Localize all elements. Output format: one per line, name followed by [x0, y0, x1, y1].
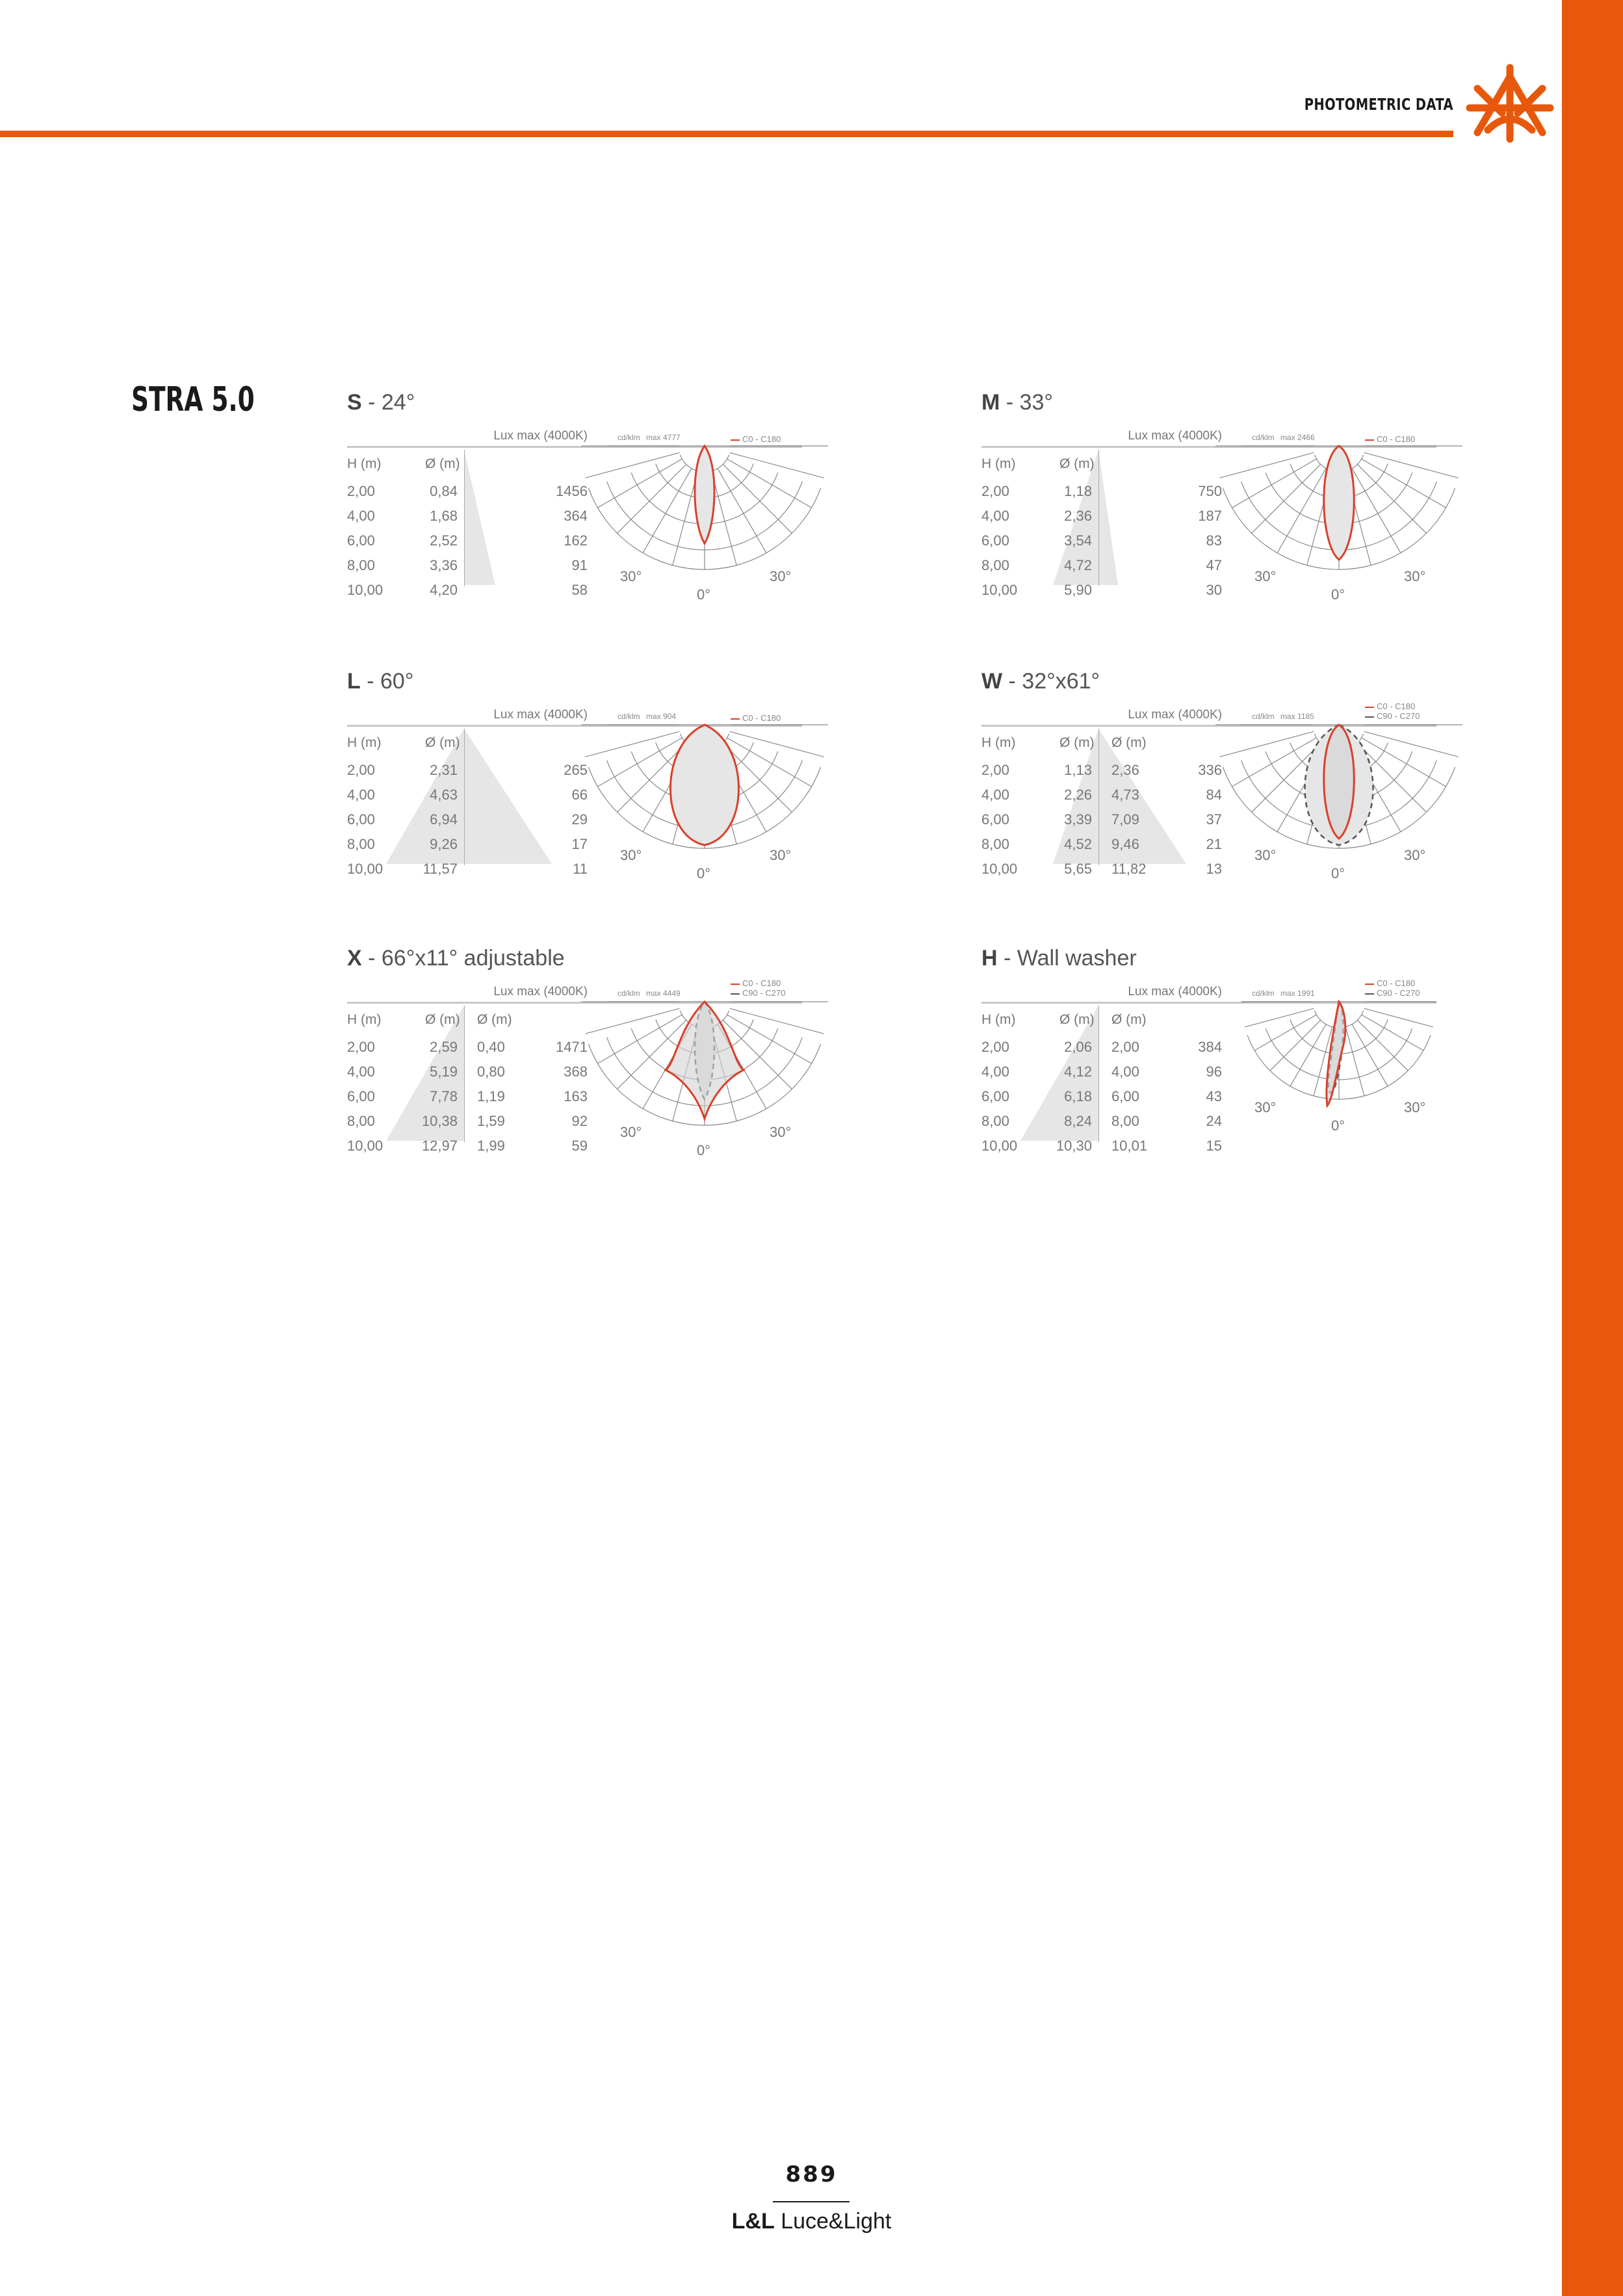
- height-value: 4,00: [981, 508, 1009, 524]
- legend-c0: C0 - C180: [1365, 978, 1420, 988]
- diameter-value: 9,26: [430, 836, 458, 852]
- lux-value: 163: [564, 1088, 588, 1104]
- diameter-value: 3,54: [1064, 532, 1092, 549]
- angle-label-left: 30°: [620, 847, 642, 863]
- diameter-2-value: 4,00: [1111, 1063, 1139, 1080]
- table-row: [347, 532, 594, 557]
- table-row: [981, 811, 1228, 836]
- unit-label: cd/klm: [1252, 989, 1275, 998]
- diameter-value: 1,18: [1064, 483, 1092, 499]
- lux-value: 47: [1206, 557, 1222, 573]
- diameter-value: 4,63: [430, 787, 458, 803]
- diameter-value: 2,06: [1064, 1039, 1092, 1055]
- header-rule: [0, 131, 1453, 137]
- height-value: 2,00: [347, 762, 375, 778]
- lux-value: 96: [1206, 1063, 1222, 1080]
- lux-value: 66: [571, 787, 588, 803]
- col-header-diameter: Ø (m): [425, 735, 460, 750]
- lux-value: 1471: [556, 1039, 588, 1055]
- lux-value: 24: [1206, 1113, 1222, 1129]
- diameter-2-value: 1,19: [477, 1088, 505, 1104]
- diameter-value: 4,52: [1064, 836, 1092, 852]
- lux-value: 336: [1198, 762, 1222, 778]
- diameter-2-value: 4,73: [1111, 787, 1139, 803]
- height-value: 10,00: [347, 1138, 383, 1154]
- diameter-value: 1,13: [1064, 762, 1092, 778]
- table-row: [347, 557, 594, 582]
- polar-diagram: [1241, 987, 1436, 1169]
- lux-value: 368: [564, 1063, 588, 1080]
- table-row: [981, 1138, 1228, 1162]
- table-row: [347, 762, 594, 787]
- lux-value: 59: [571, 1138, 588, 1154]
- angle-label-left: 30°: [1254, 847, 1277, 863]
- height-value: 4,00: [347, 787, 375, 803]
- curve-c0-c180: [666, 1002, 744, 1119]
- legend-c90: C90 - C270: [731, 988, 785, 998]
- diameter-value: 10,30: [1056, 1138, 1092, 1154]
- diameter-2-value: 0,40: [477, 1039, 505, 1055]
- diameter-value: 8,24: [1064, 1113, 1092, 1129]
- diameter-value: 2,59: [430, 1039, 458, 1055]
- legend-c0: C0 - C180: [1365, 434, 1415, 444]
- table-row: [981, 861, 1228, 885]
- col-header-diameter: Ø (m): [1059, 735, 1095, 750]
- table-row: [981, 582, 1228, 607]
- beam-title: L - 60°: [347, 669, 414, 694]
- curve-c0-c180: [1324, 725, 1355, 839]
- max-intensity: max 1991: [1280, 989, 1315, 998]
- lux-header: Lux max (4000K): [1128, 429, 1222, 443]
- diameter-value: 5,65: [1064, 861, 1092, 877]
- angle-label-right: 30°: [1404, 568, 1426, 584]
- legend-c90: C90 - C270: [1365, 988, 1420, 998]
- table-row: [347, 836, 594, 861]
- angle-label-right: 30°: [1404, 847, 1426, 863]
- angle-label-right: 30°: [770, 1124, 792, 1140]
- col-header-height: H (m): [981, 735, 1016, 750]
- angle-label-zero: 0°: [1331, 865, 1345, 881]
- max-intensity: max 904: [646, 712, 677, 721]
- table-row: [347, 1138, 594, 1162]
- table-row: [347, 811, 594, 836]
- height-value: 6,00: [347, 1088, 375, 1104]
- table-row: [347, 1088, 594, 1113]
- height-value: 8,00: [981, 557, 1009, 573]
- table-row: [981, 787, 1228, 811]
- unit-label: cd/klm: [1252, 712, 1275, 721]
- height-value: 10,00: [981, 1138, 1018, 1154]
- height-value: 4,00: [347, 1063, 375, 1080]
- lux-value: 384: [1198, 1039, 1222, 1055]
- height-value: 8,00: [347, 557, 375, 573]
- footer-rule: [773, 2201, 850, 2202]
- diameter-value: 5,90: [1064, 582, 1092, 598]
- product-name: STRA 5.0: [131, 380, 255, 419]
- diameter-value: 12,97: [421, 1138, 458, 1154]
- height-value: 6,00: [347, 532, 375, 549]
- diameter-value: 0,84: [430, 483, 458, 499]
- legend-c0: C0 - C180: [731, 434, 781, 444]
- height-value: 6,00: [981, 811, 1009, 828]
- table-row: [981, 557, 1228, 582]
- diameter-value: 4,20: [430, 582, 458, 598]
- beam-block-m: [981, 390, 1436, 624]
- curve-c0-c180: [671, 725, 739, 845]
- lux-value: 83: [1206, 532, 1222, 549]
- col-header-height: H (m): [981, 1012, 1016, 1027]
- height-value: 2,00: [981, 483, 1009, 499]
- diameter-value: 2,26: [1064, 787, 1092, 803]
- table-row: [981, 836, 1228, 861]
- beam-block-x: [347, 946, 802, 1180]
- lux-header: Lux max (4000K): [1128, 708, 1222, 722]
- angle-label-zero: 0°: [697, 586, 711, 603]
- lux-value: 750: [1198, 483, 1222, 499]
- diameter-value: 6,94: [430, 811, 458, 828]
- col-header-diameter: Ø (m): [425, 456, 460, 471]
- lux-header: Lux max (4000K): [493, 985, 588, 998]
- height-value: 8,00: [347, 836, 375, 852]
- table-row: [347, 508, 594, 532]
- diameter-value: 2,52: [430, 532, 458, 549]
- diameter-2-value: 1,99: [477, 1138, 505, 1154]
- height-value: 6,00: [347, 811, 375, 828]
- brand-logo-icon: [1464, 62, 1555, 143]
- height-value: 4,00: [347, 508, 375, 524]
- lux-value: 58: [571, 582, 588, 598]
- height-value: 2,00: [347, 483, 375, 499]
- height-value: 6,00: [981, 1088, 1009, 1104]
- table-row: [347, 787, 594, 811]
- angle-label-left: 30°: [620, 568, 642, 584]
- table-row: [347, 1063, 594, 1088]
- brand-name: L&L Luce&Light: [731, 2209, 892, 2234]
- section-title: PHOTOMETRIC DATA: [1304, 95, 1453, 114]
- diameter-value: 3,39: [1064, 811, 1092, 828]
- lux-value: 13: [1206, 861, 1222, 877]
- height-value: 4,00: [981, 787, 1009, 803]
- beam-title: H - Wall washer: [981, 946, 1137, 971]
- max-intensity: max 4449: [646, 989, 681, 998]
- table-row: [347, 1039, 594, 1063]
- angle-label-left: 30°: [620, 1124, 642, 1140]
- lux-header: Lux max (4000K): [493, 429, 588, 443]
- table-row: [981, 483, 1228, 508]
- side-accent-bar: [1562, 0, 1623, 2296]
- diameter-value: 5,19: [430, 1063, 458, 1080]
- diameter-2-value: 7,09: [1111, 811, 1139, 828]
- beam-block-s: [347, 390, 802, 624]
- curve-c0-c180: [695, 446, 714, 543]
- height-value: 4,00: [981, 1063, 1009, 1080]
- beam-title: M - 33°: [981, 390, 1053, 415]
- table-row: [981, 1113, 1228, 1138]
- height-value: 10,00: [347, 861, 383, 877]
- beam-block-h: [981, 946, 1436, 1180]
- table-row: [981, 508, 1228, 532]
- beam-block-w: [981, 669, 1436, 903]
- lux-value: 30: [1206, 582, 1222, 598]
- col-header-diameter: Ø (m): [1059, 1012, 1095, 1027]
- diameter-2-value: 0,80: [477, 1063, 505, 1080]
- table-row: [981, 1088, 1228, 1113]
- legend-c90: C90 - C270: [1365, 711, 1420, 721]
- col-header-height: H (m): [347, 1012, 382, 1027]
- lux-value: 187: [1198, 508, 1222, 524]
- angle-label-left: 30°: [1254, 1099, 1277, 1115]
- height-value: 6,00: [981, 532, 1009, 549]
- height-value: 2,00: [347, 1039, 375, 1055]
- diameter-2-value: 2,00: [1111, 1039, 1139, 1055]
- unit-label: cd/klm: [617, 712, 640, 721]
- beam-block-l: [347, 669, 802, 903]
- table-row: [981, 1039, 1228, 1063]
- diameter-2-value: 8,00: [1111, 1113, 1139, 1129]
- lux-value: 91: [571, 557, 588, 573]
- legend-c0: C0 - C180: [731, 713, 781, 723]
- max-intensity: max 2466: [1280, 433, 1315, 442]
- lux-value: 43: [1206, 1088, 1222, 1104]
- height-value: 10,00: [347, 582, 383, 598]
- diameter-value: 2,31: [430, 762, 458, 778]
- unit-label: cd/klm: [1252, 433, 1275, 442]
- diameter-2-value: 1,59: [477, 1113, 505, 1129]
- max-intensity: max 1185: [1280, 712, 1314, 721]
- angle-label-zero: 0°: [697, 1142, 711, 1158]
- table-row: [347, 483, 594, 508]
- col-header-diameter-2: Ø (m): [1111, 1012, 1147, 1027]
- col-header-height: H (m): [981, 456, 1016, 471]
- col-header-height: H (m): [347, 735, 382, 750]
- lux-value: 162: [564, 532, 588, 549]
- angle-label-right: 30°: [770, 568, 792, 584]
- lux-value: 92: [571, 1113, 588, 1129]
- height-value: 2,00: [981, 762, 1009, 778]
- table-row: [981, 1063, 1228, 1088]
- diameter-value: 10,38: [421, 1113, 458, 1129]
- diameter-value: 6,18: [1064, 1088, 1092, 1104]
- diameter-value: 4,12: [1064, 1063, 1092, 1080]
- lux-value: 84: [1206, 787, 1222, 803]
- angle-label-left: 30°: [1254, 568, 1277, 584]
- angle-label-zero: 0°: [1331, 586, 1345, 603]
- height-value: 8,00: [981, 1113, 1009, 1129]
- lux-value: 21: [1206, 836, 1222, 852]
- table-row: [981, 532, 1228, 557]
- curve-c0-c180: [1324, 446, 1355, 560]
- max-intensity: max 4777: [646, 433, 681, 442]
- col-header-diameter: Ø (m): [1059, 456, 1095, 471]
- lux-value: 17: [571, 836, 588, 852]
- col-header-diameter-2: Ø (m): [477, 1012, 512, 1027]
- height-value: 10,00: [981, 582, 1018, 598]
- diameter-value: 2,36: [1064, 508, 1092, 524]
- height-value: 2,00: [981, 1039, 1009, 1055]
- lux-value: 29: [571, 811, 588, 828]
- table-row: [347, 1113, 594, 1138]
- angle-label-zero: 0°: [697, 865, 711, 881]
- table-row: [347, 861, 594, 885]
- diameter-value: 3,36: [430, 557, 458, 573]
- diameter-2-value: 11,82: [1111, 861, 1147, 877]
- lux-header: Lux max (4000K): [1128, 985, 1222, 998]
- unit-label: cd/klm: [617, 433, 640, 442]
- lux-value: 15: [1206, 1138, 1222, 1154]
- diameter-2-value: 6,00: [1111, 1088, 1139, 1104]
- col-header-diameter: Ø (m): [425, 1012, 460, 1027]
- lux-value: 37: [1206, 811, 1222, 828]
- legend-c0: C0 - C180: [1365, 701, 1420, 711]
- lux-value: 364: [564, 508, 588, 524]
- height-value: 8,00: [981, 836, 1009, 852]
- table-row: [347, 582, 594, 607]
- height-value: 8,00: [347, 1113, 375, 1129]
- diameter-2-value: 2,36: [1111, 762, 1139, 778]
- height-value: 10,00: [981, 861, 1018, 877]
- diameter-value: 11,57: [422, 861, 458, 877]
- lux-value: 265: [564, 762, 588, 778]
- angle-label-zero: 0°: [1331, 1117, 1345, 1134]
- diameter-2-value: 9,46: [1111, 836, 1139, 852]
- beam-title: W - 32°x61°: [981, 669, 1100, 694]
- unit-label: cd/klm: [617, 989, 640, 998]
- diameter-value: 4,72: [1064, 557, 1092, 573]
- diameter-value: 1,68: [430, 508, 458, 524]
- angle-label-right: 30°: [770, 847, 792, 863]
- beam-title: X - 66°x11° adjustable: [347, 946, 565, 971]
- lux-value: 1456: [556, 483, 588, 499]
- diameter-value: 7,78: [430, 1088, 458, 1104]
- legend-c0: C0 - C180: [731, 978, 785, 988]
- angle-label-right: 30°: [1404, 1099, 1426, 1115]
- lux-header: Lux max (4000K): [493, 708, 588, 722]
- table-row: [981, 762, 1228, 787]
- diameter-2-value: 10,01: [1111, 1138, 1148, 1154]
- beam-title: S - 24°: [347, 390, 415, 415]
- page-number: 889: [785, 2161, 838, 2187]
- col-header-height: H (m): [347, 456, 382, 471]
- lux-value: 11: [573, 861, 588, 877]
- col-header-diameter-2: Ø (m): [1111, 735, 1147, 750]
